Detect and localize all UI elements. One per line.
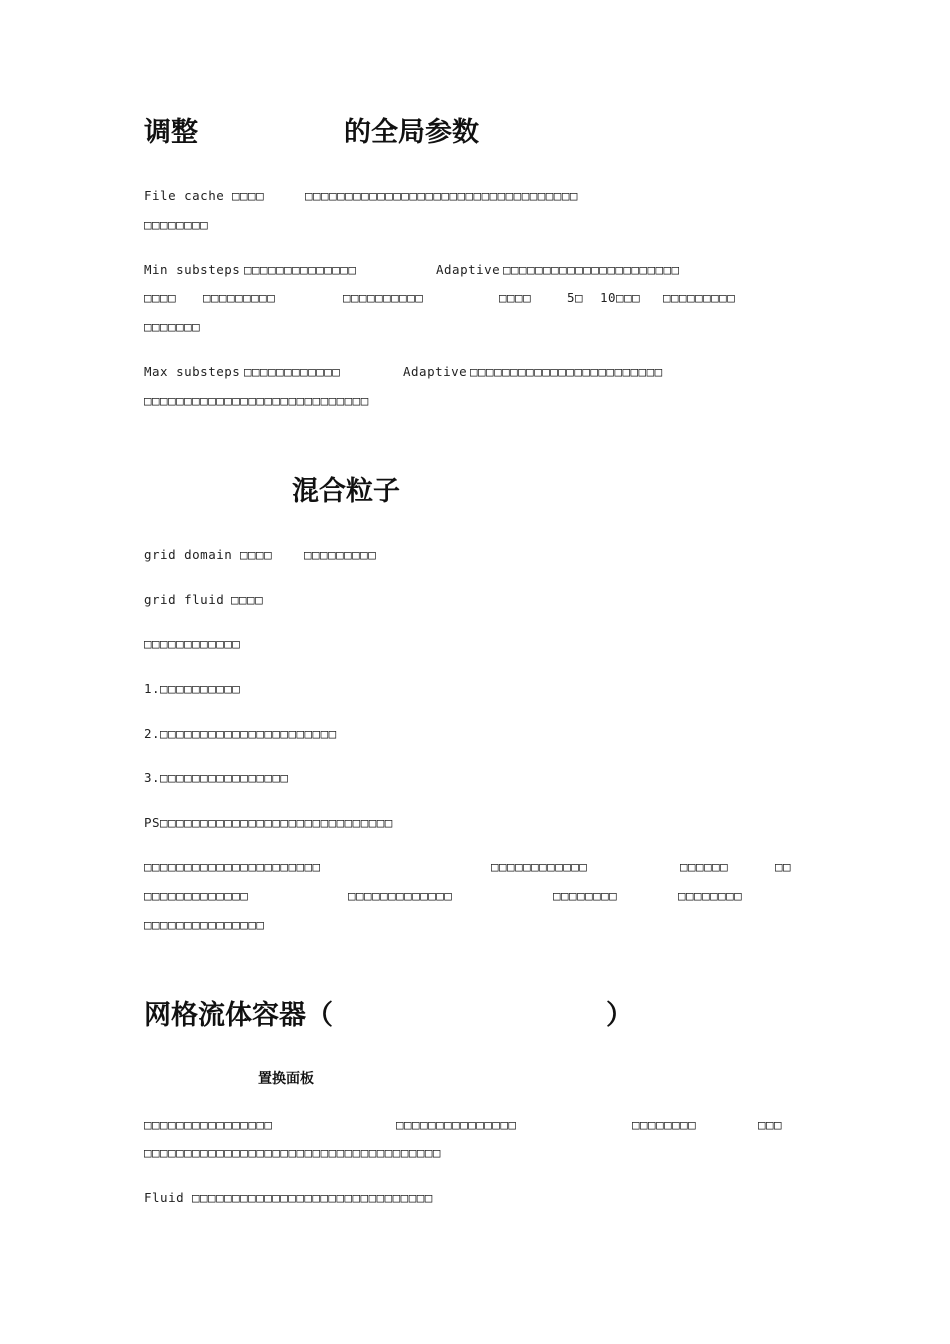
ps-note: PS□□□□□□□□□□□□□□□□□□□□□□□□□□□□□ — [144, 815, 393, 830]
displace-seg: □□□□□□□□□□□□□□□□ — [144, 1117, 273, 1132]
intro-line: □□□□□□□□□□□□ — [144, 636, 241, 651]
list-item-2: 2.□□□□□□□□□□□□□□□□□□□□□□ — [144, 726, 337, 741]
min-substeps-seg: □□□□□□□□□ — [203, 290, 276, 305]
grid-domain-text1: □□□□ — [240, 547, 273, 562]
file-cache-desc-cont: □□□□□□□□ — [144, 217, 209, 232]
paragraph-seg: □□□□□□ — [680, 859, 729, 874]
paragraph-seg: □□□□□□□□ — [553, 888, 618, 903]
heading-part2: 的全局参数 — [344, 117, 479, 148]
min-substeps-adaptive: Adaptive — [436, 262, 501, 277]
paragraph-seg: □□ — [775, 859, 792, 874]
paragraph-line3: □□□□□□□□□□□□□□□ — [144, 917, 265, 932]
heading-main: 网格流体容器（ — [144, 1000, 333, 1031]
file-cache-text: □□□□ — [232, 188, 265, 203]
min-substeps-label: Min substeps — [144, 262, 241, 277]
min-substeps-text1: □□□□□□□□□□□□□□ — [244, 262, 357, 277]
displace-line2: □□□□□□□□□□□□□□□□□□□□□□□□□□□□□□□□□□□□□ — [144, 1145, 441, 1160]
min-substeps-seg: □□□□□□□□□ — [663, 290, 736, 305]
fluid-text: □□□□□□□□□□□□□□□□□□□□□□□□□□□□□□ — [192, 1190, 433, 1205]
paragraph-seg: □□□□□□□□□□□□□ — [144, 888, 249, 903]
list-item-3: 3.□□□□□□□□□□□□□□□□ — [144, 770, 289, 785]
min-substeps-seg: 10□□□ — [600, 290, 641, 305]
max-substeps-text2: □□□□□□□□□□□□□□□□□□□□□□□□ — [470, 364, 663, 379]
paragraph-seg: □□□□□□□□□□□□□ — [348, 888, 453, 903]
displace-seg: □□□□□□□□□□□□□□□ — [396, 1117, 517, 1132]
max-substeps-adaptive: Adaptive — [403, 364, 468, 379]
section-heading-mixed-particles: 混合粒子 — [292, 476, 400, 507]
heading-close: ） — [606, 1000, 633, 1031]
max-substeps-label: Max substeps — [144, 364, 241, 379]
min-substeps-seg: □□□□ — [144, 290, 177, 305]
paragraph-seg: □□□□□□□□ — [678, 888, 743, 903]
paragraph-seg: □□□□□□□□□□□□□□□□□□□□□□ — [144, 859, 321, 874]
min-substeps-seg: □□□□ — [499, 290, 532, 305]
heading-part1: 调整 — [144, 117, 198, 148]
subheading-displace-panel: 置换面板 — [258, 1071, 314, 1087]
max-substeps-text1: □□□□□□□□□□□□ — [244, 364, 341, 379]
min-substeps-text2: □□□□□□□□□□□□□□□□□□□□□□ — [503, 262, 680, 277]
file-cache-desc: □□□□□□□□□□□□□□□□□□□□□□□□□□□□□□□□□□ — [305, 188, 578, 203]
file-cache-label: File cache — [144, 188, 225, 203]
max-substeps-line2: □□□□□□□□□□□□□□□□□□□□□□□□□□□□ — [144, 393, 369, 408]
paragraph-seg: □□□□□□□□□□□□ — [491, 859, 588, 874]
displace-seg: □□□□□□□□ — [632, 1117, 697, 1132]
grid-domain-label: grid domain — [144, 547, 233, 562]
displace-seg: □□□ — [758, 1117, 783, 1132]
fluid-label: Fluid — [144, 1190, 185, 1205]
min-substeps-seg: □□□□□□□□□□ — [343, 290, 424, 305]
grid-fluid-label: grid fluid — [144, 592, 225, 607]
grid-domain-text2: □□□□□□□□□ — [304, 547, 377, 562]
list-item-1: 1.□□□□□□□□□□ — [144, 681, 241, 696]
min-substeps-seg: 5□ — [567, 290, 584, 305]
grid-fluid-text: □□□□ — [231, 592, 264, 607]
min-substeps-line3: □□□□□□□ — [144, 319, 201, 334]
